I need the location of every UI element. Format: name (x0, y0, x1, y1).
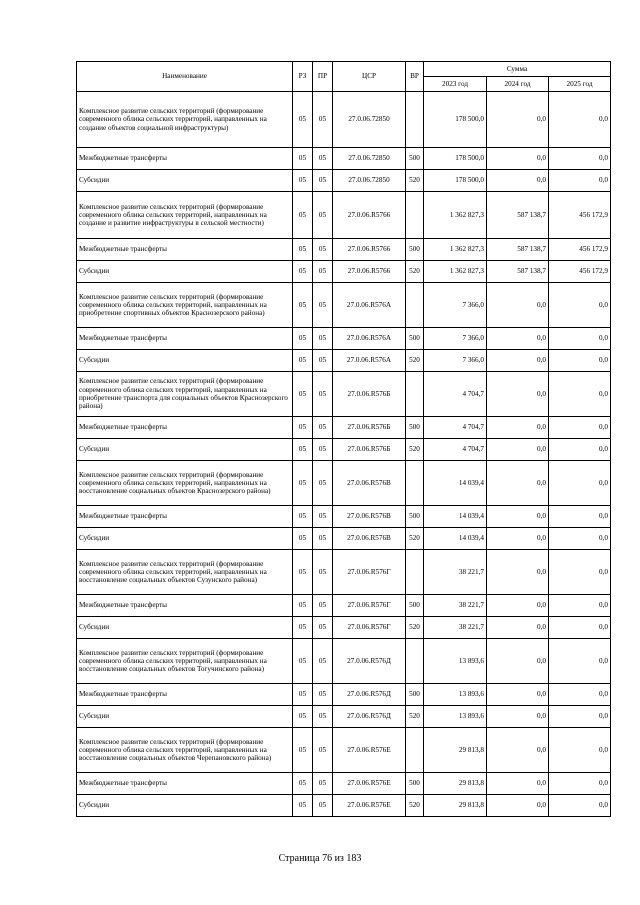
cell-vr: 520 (406, 795, 424, 817)
cell-2024: 0,0 (487, 773, 549, 795)
cell-rz: 05 (293, 261, 313, 283)
cell-2025: 0,0 (549, 417, 611, 439)
header-csr: ЦСР (333, 62, 406, 92)
cell-2025: 0,0 (549, 639, 611, 684)
cell-2024: 0,0 (487, 795, 549, 817)
cell-vr: 500 (406, 148, 424, 170)
cell-rz: 05 (293, 528, 313, 550)
cell-vr: 520 (406, 439, 424, 461)
cell-name: Субсидии (77, 617, 293, 639)
cell-name: Субсидии (77, 439, 293, 461)
cell-2024: 0,0 (487, 92, 549, 148)
cell-vr (406, 550, 424, 595)
table-row (77, 617, 611, 639)
cell-name: Субсидии (77, 706, 293, 728)
header-2025: 2025 год (549, 77, 611, 92)
cell-pr: 05 (313, 170, 333, 192)
cell-name: Комплексное развитие сельских территорий (формирование современного облика сельских территорий, направленных на восстановление социальных объектов Черепановского района) (77, 728, 293, 773)
cell-2025: 0,0 (549, 528, 611, 550)
cell-2025: 0,0 (549, 350, 611, 372)
cell-name: Межбюджетные трансферты (77, 595, 293, 617)
table-row (77, 192, 611, 239)
cell-vr: 520 (406, 261, 424, 283)
cell-name: Субсидии (77, 350, 293, 372)
cell-2025: 0,0 (549, 773, 611, 795)
cell-pr: 05 (313, 239, 333, 261)
cell-vr (406, 283, 424, 328)
cell-pr: 05 (313, 417, 333, 439)
cell-rz: 05 (293, 239, 313, 261)
cell-rz: 05 (293, 170, 313, 192)
cell-csr: 27.0.06.R5766 (333, 192, 406, 239)
cell-2023: 13 893,6 (424, 684, 487, 706)
cell-pr: 05 (313, 684, 333, 706)
cell-csr: 27.0.06.R576А (333, 350, 406, 372)
cell-csr: 27.0.06.R576Д (333, 639, 406, 684)
cell-pr: 05 (313, 328, 333, 350)
cell-2025: 0,0 (549, 328, 611, 350)
cell-pr: 05 (313, 372, 333, 417)
cell-vr: 500 (406, 506, 424, 528)
cell-name: Комплексное развитие сельских территорий (формирование современного облика сельских территорий, направленных на восстановление социальных объектов Краснозерского района) (77, 461, 293, 506)
cell-2025: 0,0 (549, 148, 611, 170)
cell-csr: 27.0.06.R576Г (333, 595, 406, 617)
cell-pr: 05 (313, 461, 333, 506)
cell-rz: 05 (293, 461, 313, 506)
cell-name: Межбюджетные трансферты (77, 328, 293, 350)
table-row (77, 706, 611, 728)
cell-rz: 05 (293, 417, 313, 439)
cell-vr (406, 639, 424, 684)
cell-name: Межбюджетные трансферты (77, 239, 293, 261)
cell-pr: 05 (313, 261, 333, 283)
cell-2025: 0,0 (549, 595, 611, 617)
cell-2024: 587 138,7 (487, 192, 549, 239)
cell-2023: 7 366,0 (424, 350, 487, 372)
cell-csr: 27.0.06.R576Б (333, 439, 406, 461)
cell-csr: 27.0.06.R576Г (333, 550, 406, 595)
cell-name: Межбюджетные трансферты (77, 506, 293, 528)
cell-2023: 38 221,7 (424, 617, 487, 639)
cell-name: Комплексное развитие сельских территорий (формирование современного облика сельских территорий, направленных на приобретение транспорта для социальных объектов Краснозерского района) (77, 372, 293, 417)
cell-pr: 05 (313, 528, 333, 550)
cell-2023: 13 893,6 (424, 639, 487, 684)
table-row (77, 92, 611, 148)
cell-2024: 0,0 (487, 528, 549, 550)
cell-2025: 0,0 (549, 170, 611, 192)
cell-vr (406, 192, 424, 239)
cell-vr: 500 (406, 417, 424, 439)
cell-2025: 0,0 (549, 461, 611, 506)
cell-name: Комплексное развитие сельских территорий (формирование современного облика сельских территорий, направленных на приобретение спортивных объектов Краснозерского района) (77, 283, 293, 328)
cell-pr: 05 (313, 595, 333, 617)
cell-csr: 27.0.06.R576Д (333, 706, 406, 728)
cell-rz: 05 (293, 92, 313, 148)
cell-name: Субсидии (77, 795, 293, 817)
cell-rz: 05 (293, 439, 313, 461)
cell-2024: 0,0 (487, 328, 549, 350)
header-vr: ВР (406, 62, 424, 92)
cell-csr: 27.0.06.R5766 (333, 261, 406, 283)
cell-vr: 500 (406, 239, 424, 261)
table-row (77, 239, 611, 261)
header-row (77, 62, 611, 77)
table-row (77, 506, 611, 528)
cell-name: Субсидии (77, 528, 293, 550)
cell-2024: 0,0 (487, 170, 549, 192)
cell-pr: 05 (313, 148, 333, 170)
cell-2025: 0,0 (549, 439, 611, 461)
header-rz: РЗ (293, 62, 313, 92)
cell-2024: 0,0 (487, 417, 549, 439)
table-row (77, 417, 611, 439)
cell-2023: 178 500,0 (424, 148, 487, 170)
cell-pr: 05 (313, 639, 333, 684)
cell-name: Субсидии (77, 170, 293, 192)
table-row (77, 773, 611, 795)
cell-pr: 05 (313, 350, 333, 372)
cell-csr: 27.0.06.R576Е (333, 728, 406, 773)
table-row (77, 461, 611, 506)
cell-csr: 27.0.06.R576В (333, 528, 406, 550)
header-name: Наименование (77, 62, 293, 92)
cell-rz: 05 (293, 350, 313, 372)
table-row (77, 283, 611, 328)
cell-name: Комплексное развитие сельских территорий (формирование современного облика сельских территорий, направленных на восстановление социальных объектов Тогучинского района) (77, 639, 293, 684)
cell-2024: 0,0 (487, 706, 549, 728)
cell-csr: 27.0.06.72850 (333, 148, 406, 170)
table-row (77, 372, 611, 417)
cell-pr: 05 (313, 773, 333, 795)
cell-csr: 27.0.06.R576Д (333, 684, 406, 706)
cell-csr: 27.0.06.R576Б (333, 372, 406, 417)
cell-csr: 27.0.06.72850 (333, 170, 406, 192)
cell-2023: 178 500,0 (424, 92, 487, 148)
cell-csr: 27.0.06.R576А (333, 283, 406, 328)
header-sums: Сумма (424, 62, 611, 77)
table-row (77, 350, 611, 372)
cell-2023: 7 366,0 (424, 328, 487, 350)
cell-pr: 05 (313, 728, 333, 773)
cell-2023: 4 704,7 (424, 417, 487, 439)
cell-csr: 27.0.06.R576Г (333, 617, 406, 639)
cell-2024: 0,0 (487, 550, 549, 595)
table-row (77, 550, 611, 595)
table-row (77, 684, 611, 706)
cell-2024: 587 138,7 (487, 239, 549, 261)
cell-2025: 456 172,9 (549, 192, 611, 239)
cell-pr: 05 (313, 92, 333, 148)
cell-vr: 520 (406, 528, 424, 550)
cell-2023: 4 704,7 (424, 372, 487, 417)
table-row (77, 639, 611, 684)
cell-rz: 05 (293, 550, 313, 595)
cell-csr: 27.0.06.R576Е (333, 773, 406, 795)
cell-2023: 1 362 827,3 (424, 239, 487, 261)
table-row (77, 795, 611, 817)
page-number: Страница 76 из 183 (278, 853, 362, 864)
table-row (77, 170, 611, 192)
cell-2023: 29 813,8 (424, 728, 487, 773)
header-pr: ПР (313, 62, 333, 92)
cell-2024: 0,0 (487, 439, 549, 461)
cell-2024: 0,0 (487, 148, 549, 170)
cell-2023: 29 813,8 (424, 773, 487, 795)
cell-name: Межбюджетные трансферты (77, 148, 293, 170)
cell-name: Субсидии (77, 261, 293, 283)
cell-csr: 27.0.06.72850 (333, 92, 406, 148)
table-row (77, 728, 611, 773)
cell-2023: 1 362 827,3 (424, 192, 487, 239)
cell-name: Межбюджетные трансферты (77, 417, 293, 439)
cell-vr: 520 (406, 617, 424, 639)
cell-2023: 29 813,8 (424, 795, 487, 817)
cell-name: Комплексное развитие сельских территорий (формирование современного облика сельских территорий, направленных на создание и развитие инфраструктуры в сельской местности) (77, 192, 293, 239)
cell-2025: 0,0 (549, 372, 611, 417)
cell-2023: 14 039,4 (424, 461, 487, 506)
cell-name: Межбюджетные трансферты (77, 773, 293, 795)
table-row (77, 148, 611, 170)
cell-vr: 500 (406, 328, 424, 350)
cell-2023: 7 366,0 (424, 283, 487, 328)
budget-table (76, 61, 611, 817)
cell-2023: 14 039,4 (424, 506, 487, 528)
table-row (77, 528, 611, 550)
cell-2024: 0,0 (487, 461, 549, 506)
table-body (77, 92, 611, 817)
cell-vr (406, 372, 424, 417)
cell-pr: 05 (313, 283, 333, 328)
cell-pr: 05 (313, 617, 333, 639)
cell-2024: 0,0 (487, 595, 549, 617)
cell-rz: 05 (293, 773, 313, 795)
cell-vr (406, 461, 424, 506)
cell-2025: 0,0 (549, 283, 611, 328)
cell-2025: 456 172,9 (549, 239, 611, 261)
cell-2023: 1 362 827,3 (424, 261, 487, 283)
table-row (77, 261, 611, 283)
cell-csr: 27.0.06.R576Е (333, 795, 406, 817)
cell-2025: 0,0 (549, 92, 611, 148)
cell-2025: 0,0 (549, 617, 611, 639)
cell-name: Комплексное развитие сельских территорий (формирование современного облика сельских территорий, направленных на создание объектов социальной инфраструктуры) (77, 92, 293, 148)
cell-vr: 500 (406, 773, 424, 795)
cell-name: Комплексное развитие сельских территорий (формирование современного облика сельских территорий, направленных на восстановление социальных объектов Сузунского района) (77, 550, 293, 595)
table-row (77, 439, 611, 461)
cell-2025: 0,0 (549, 506, 611, 528)
cell-csr: 27.0.06.R576Б (333, 417, 406, 439)
cell-rz: 05 (293, 684, 313, 706)
cell-rz: 05 (293, 617, 313, 639)
cell-2023: 178 500,0 (424, 170, 487, 192)
cell-vr (406, 92, 424, 148)
cell-vr: 500 (406, 595, 424, 617)
cell-rz: 05 (293, 506, 313, 528)
cell-pr: 05 (313, 706, 333, 728)
cell-2023: 4 704,7 (424, 439, 487, 461)
cell-2023: 38 221,7 (424, 595, 487, 617)
cell-2023: 14 039,4 (424, 528, 487, 550)
cell-rz: 05 (293, 728, 313, 773)
cell-pr: 05 (313, 795, 333, 817)
cell-rz: 05 (293, 639, 313, 684)
cell-rz: 05 (293, 192, 313, 239)
cell-name: Межбюджетные трансферты (77, 684, 293, 706)
cell-2024: 0,0 (487, 684, 549, 706)
cell-rz: 05 (293, 706, 313, 728)
cell-pr: 05 (313, 506, 333, 528)
cell-2024: 0,0 (487, 617, 549, 639)
cell-vr (406, 728, 424, 773)
cell-csr: 27.0.06.R5766 (333, 239, 406, 261)
cell-2023: 38 221,7 (424, 550, 487, 595)
cell-2025: 0,0 (549, 795, 611, 817)
cell-csr: 27.0.06.R576В (333, 461, 406, 506)
cell-2025: 456 172,9 (549, 261, 611, 283)
cell-rz: 05 (293, 283, 313, 328)
cell-vr: 520 (406, 170, 424, 192)
cell-2025: 0,0 (549, 550, 611, 595)
cell-2025: 0,0 (549, 706, 611, 728)
cell-rz: 05 (293, 372, 313, 417)
table-row (77, 328, 611, 350)
cell-csr: 27.0.06.R576В (333, 506, 406, 528)
cell-vr: 520 (406, 706, 424, 728)
header-2024: 2024 год (487, 77, 549, 92)
cell-2025: 0,0 (549, 728, 611, 773)
cell-rz: 05 (293, 148, 313, 170)
header-2023: 2023 год (424, 77, 487, 92)
cell-pr: 05 (313, 550, 333, 595)
cell-rz: 05 (293, 595, 313, 617)
cell-2024: 0,0 (487, 506, 549, 528)
cell-vr: 500 (406, 684, 424, 706)
cell-2024: 0,0 (487, 283, 549, 328)
table-row (77, 595, 611, 617)
cell-pr: 05 (313, 439, 333, 461)
cell-rz: 05 (293, 328, 313, 350)
cell-vr: 520 (406, 350, 424, 372)
cell-pr: 05 (313, 192, 333, 239)
cell-2024: 0,0 (487, 372, 549, 417)
cell-2024: 0,0 (487, 639, 549, 684)
cell-2024: 0,0 (487, 350, 549, 372)
cell-2024: 0,0 (487, 728, 549, 773)
cell-2023: 13 893,6 (424, 706, 487, 728)
cell-rz: 05 (293, 795, 313, 817)
cell-csr: 27.0.06.R576А (333, 328, 406, 350)
cell-2024: 587 138,7 (487, 261, 549, 283)
cell-2025: 0,0 (549, 684, 611, 706)
